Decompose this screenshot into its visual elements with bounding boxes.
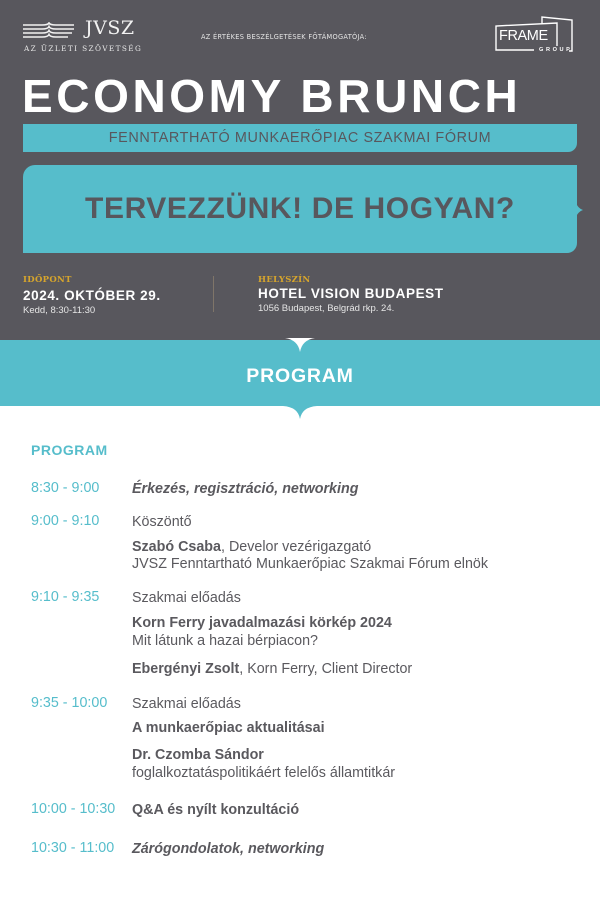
speaker-line <box>132 660 412 679</box>
sponsor-sub: GROUP <box>539 47 573 53</box>
item-time: 10:30 - 11:00 <box>31 840 115 856</box>
item-title: Szakmai előadás <box>132 696 241 712</box>
talk-title: A munkaerőpiac aktualitásai <box>132 720 325 736</box>
item-time: 9:10 - 9:35 <box>31 589 100 605</box>
sponsor-label: AZ ÉRTÉKES BESZÉLGETÉSEK FŐTÁMOGATÓJA: <box>201 33 367 41</box>
venue-address: 1056 Budapest, Belgrád rkp. 24. <box>258 303 395 314</box>
program-band-title: PROGRAM <box>246 365 354 387</box>
organizer-logo <box>22 17 143 56</box>
sponsor-name: FRAME <box>499 28 548 44</box>
organizer-tagline: AZ ÜZLETI SZÖVETSÉG <box>24 44 143 53</box>
item-title: Köszöntő <box>132 514 192 530</box>
bottom-notch-shape <box>283 405 317 421</box>
speaker-name: Dr. Czomba Sándor <box>132 747 264 763</box>
event-subtitle: FENNTARTHATÓ MUNKAERŐPIAC SZAKMAI FÓRUM <box>23 124 577 152</box>
headline-text: TERVEZZÜNK! DE HOGYAN? <box>85 192 515 225</box>
item-title: Q&A és nyílt konzultáció <box>132 802 300 818</box>
speaker-name: Szabó Csaba <box>132 539 221 555</box>
banner-notch-shape <box>575 200 589 220</box>
speaker-role: , Korn Ferry, Client Director <box>239 661 413 677</box>
event-header <box>0 0 600 340</box>
item-title: Érkezés, regisztráció, networking <box>132 481 359 497</box>
book-waves-icon <box>22 22 76 40</box>
event-title: ECONOMY BRUNCH <box>22 70 522 122</box>
speaker-role: foglalkoztatáspolitikáért felelős államtitkár <box>132 765 396 781</box>
headline-banner <box>23 165 577 253</box>
sponsor-logo <box>494 14 574 56</box>
date-value: 2024. OKTÓBER 29. <box>23 288 161 303</box>
top-notch-shape <box>285 338 315 354</box>
item-time: 8:30 - 9:00 <box>31 480 100 496</box>
venue-label: HELYSZÍN <box>258 275 311 285</box>
talk-subtitle: Mit látunk a hazai bérpiacon? <box>132 633 318 649</box>
speaker-role: , Develor vezérigazgató <box>221 539 372 555</box>
info-divider <box>213 276 214 312</box>
item-time: 9:00 - 9:10 <box>31 513 100 529</box>
date-label: IDŐPONT <box>23 275 72 285</box>
venue-value: HOTEL VISION BUDAPEST <box>258 286 444 301</box>
item-time: 9:35 - 10:00 <box>31 695 108 711</box>
speaker-name: Ebergényi Zsolt <box>132 661 240 677</box>
date-detail: Kedd, 8:30-11:30 <box>23 305 96 316</box>
organizer-name: JVSZ <box>85 17 135 39</box>
talk-title: Korn Ferry javadalmazási körkép 2024 <box>132 615 392 631</box>
item-time: 10:00 - 10:30 <box>31 801 116 817</box>
speaker-role-line: JVSZ Fenntartható Munkaerőpiac Szakmai Fórum elnök <box>132 556 488 572</box>
item-title: Zárógondolatok, networking <box>132 841 325 857</box>
item-title: Szakmai előadás <box>132 590 241 606</box>
program-heading: PROGRAM <box>31 442 108 458</box>
